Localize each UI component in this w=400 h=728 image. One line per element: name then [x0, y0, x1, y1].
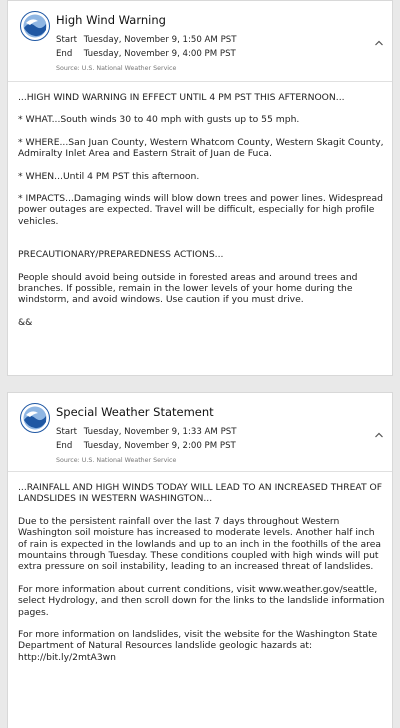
- alert-title: High Wind Warning: [56, 13, 166, 27]
- alert-paragraph: &&: [18, 316, 33, 328]
- alert-description: [8, 472, 392, 663]
- alert-paragraph: For more information about current conditions, visit www.weather.gov/seattle, select Hydrology, and then scroll down for the links to the landslide information pages.: [18, 583, 385, 618]
- start-label: Start: [56, 427, 77, 437]
- end-label: End: [56, 441, 73, 451]
- end-value: Tuesday, November 9, 4:00 PM PST: [83, 49, 236, 59]
- alert-paragraph: People should avoid being outside in forested areas and around trees and branches. If possible, remain in the lower levels of your home during the windstorm, and avoid windows. Use caution if you must drive.: [18, 271, 358, 306]
- start-value: Tuesday, November 9, 1:33 AM PST: [83, 427, 237, 437]
- start-value: Tuesday, November 9, 1:50 AM PST: [83, 35, 237, 45]
- alert-description: [8, 82, 392, 328]
- end-label: End: [56, 49, 73, 59]
- alert-header[interactable]: [8, 393, 392, 472]
- start-time-row: [56, 427, 236, 437]
- alert-paragraph: * WHERE...San Juan County, Western Whatcom County, Western Skagit County, Admiralty Inlet Area and Eastern Strait of Juan de Fuca.: [18, 136, 384, 160]
- alert-paragraph: ...HIGH WIND WARNING IN EFFECT UNTIL 4 PM PST THIS AFTERNOON...: [18, 92, 345, 103]
- alert-title: Special Weather Statement: [56, 405, 214, 419]
- alert-paragraph: * WHAT...South winds 30 to 40 mph with gusts up to 55 mph.: [18, 114, 300, 126]
- alert-paragraph: * WHEN...Until 4 PM PST this afternoon.: [18, 170, 200, 182]
- source-text: Source: U.S. National Weather Service: [56, 65, 177, 72]
- alert-paragraph: ...RAINFALL AND HIGH WINDS TODAY WILL LEAD TO AN INCREASED THREAT OF LANDSLIDES IN WESTERN WASHINGTON...: [18, 482, 383, 505]
- noaa-logo-icon: [20, 403, 50, 433]
- alert-header[interactable]: [8, 1, 392, 82]
- chevron-up-icon[interactable]: [374, 431, 384, 439]
- start-label: Start: [56, 35, 77, 45]
- alert-paragraph: Due to the persistent rainfall over the last 7 days throughout Western Washington soil moisture has increased to moderate levels. Another half inch of rain is expected in the lowlands and up to an inch in the foothills of the area mountains through Tuesday. These conditions coupled with high winds will put extra pressure on soil instability, leading to an increased threat of landslides.: [18, 515, 382, 573]
- end-time-row: [56, 49, 236, 59]
- noaa-logo-icon: [20, 11, 50, 41]
- alert-paragraph: * IMPACTS...Damaging winds will blow down trees and power lines. Widespread power outages are expected. Travel will be difficult, especially for high profile vehicles.: [18, 193, 383, 227]
- end-value: Tuesday, November 9, 2:00 PM PST: [83, 441, 236, 451]
- chevron-up-icon[interactable]: [374, 39, 384, 47]
- alert-paragraph: PRECAUTIONARY/PREPAREDNESS ACTIONS...: [18, 249, 224, 261]
- alert-card-special-weather-statement: [7, 392, 393, 728]
- start-time-row: [56, 35, 236, 45]
- end-time-row: [56, 441, 236, 451]
- alert-paragraph: For more information on landslides, visit the website for the Washington State Department of Natural Resources landslide geologic hazards at: http://bit.ly/2mtA3wn: [18, 629, 378, 663]
- alert-card-high-wind-warning: [7, 0, 393, 376]
- source-text: Source: U.S. National Weather Service: [56, 457, 177, 464]
